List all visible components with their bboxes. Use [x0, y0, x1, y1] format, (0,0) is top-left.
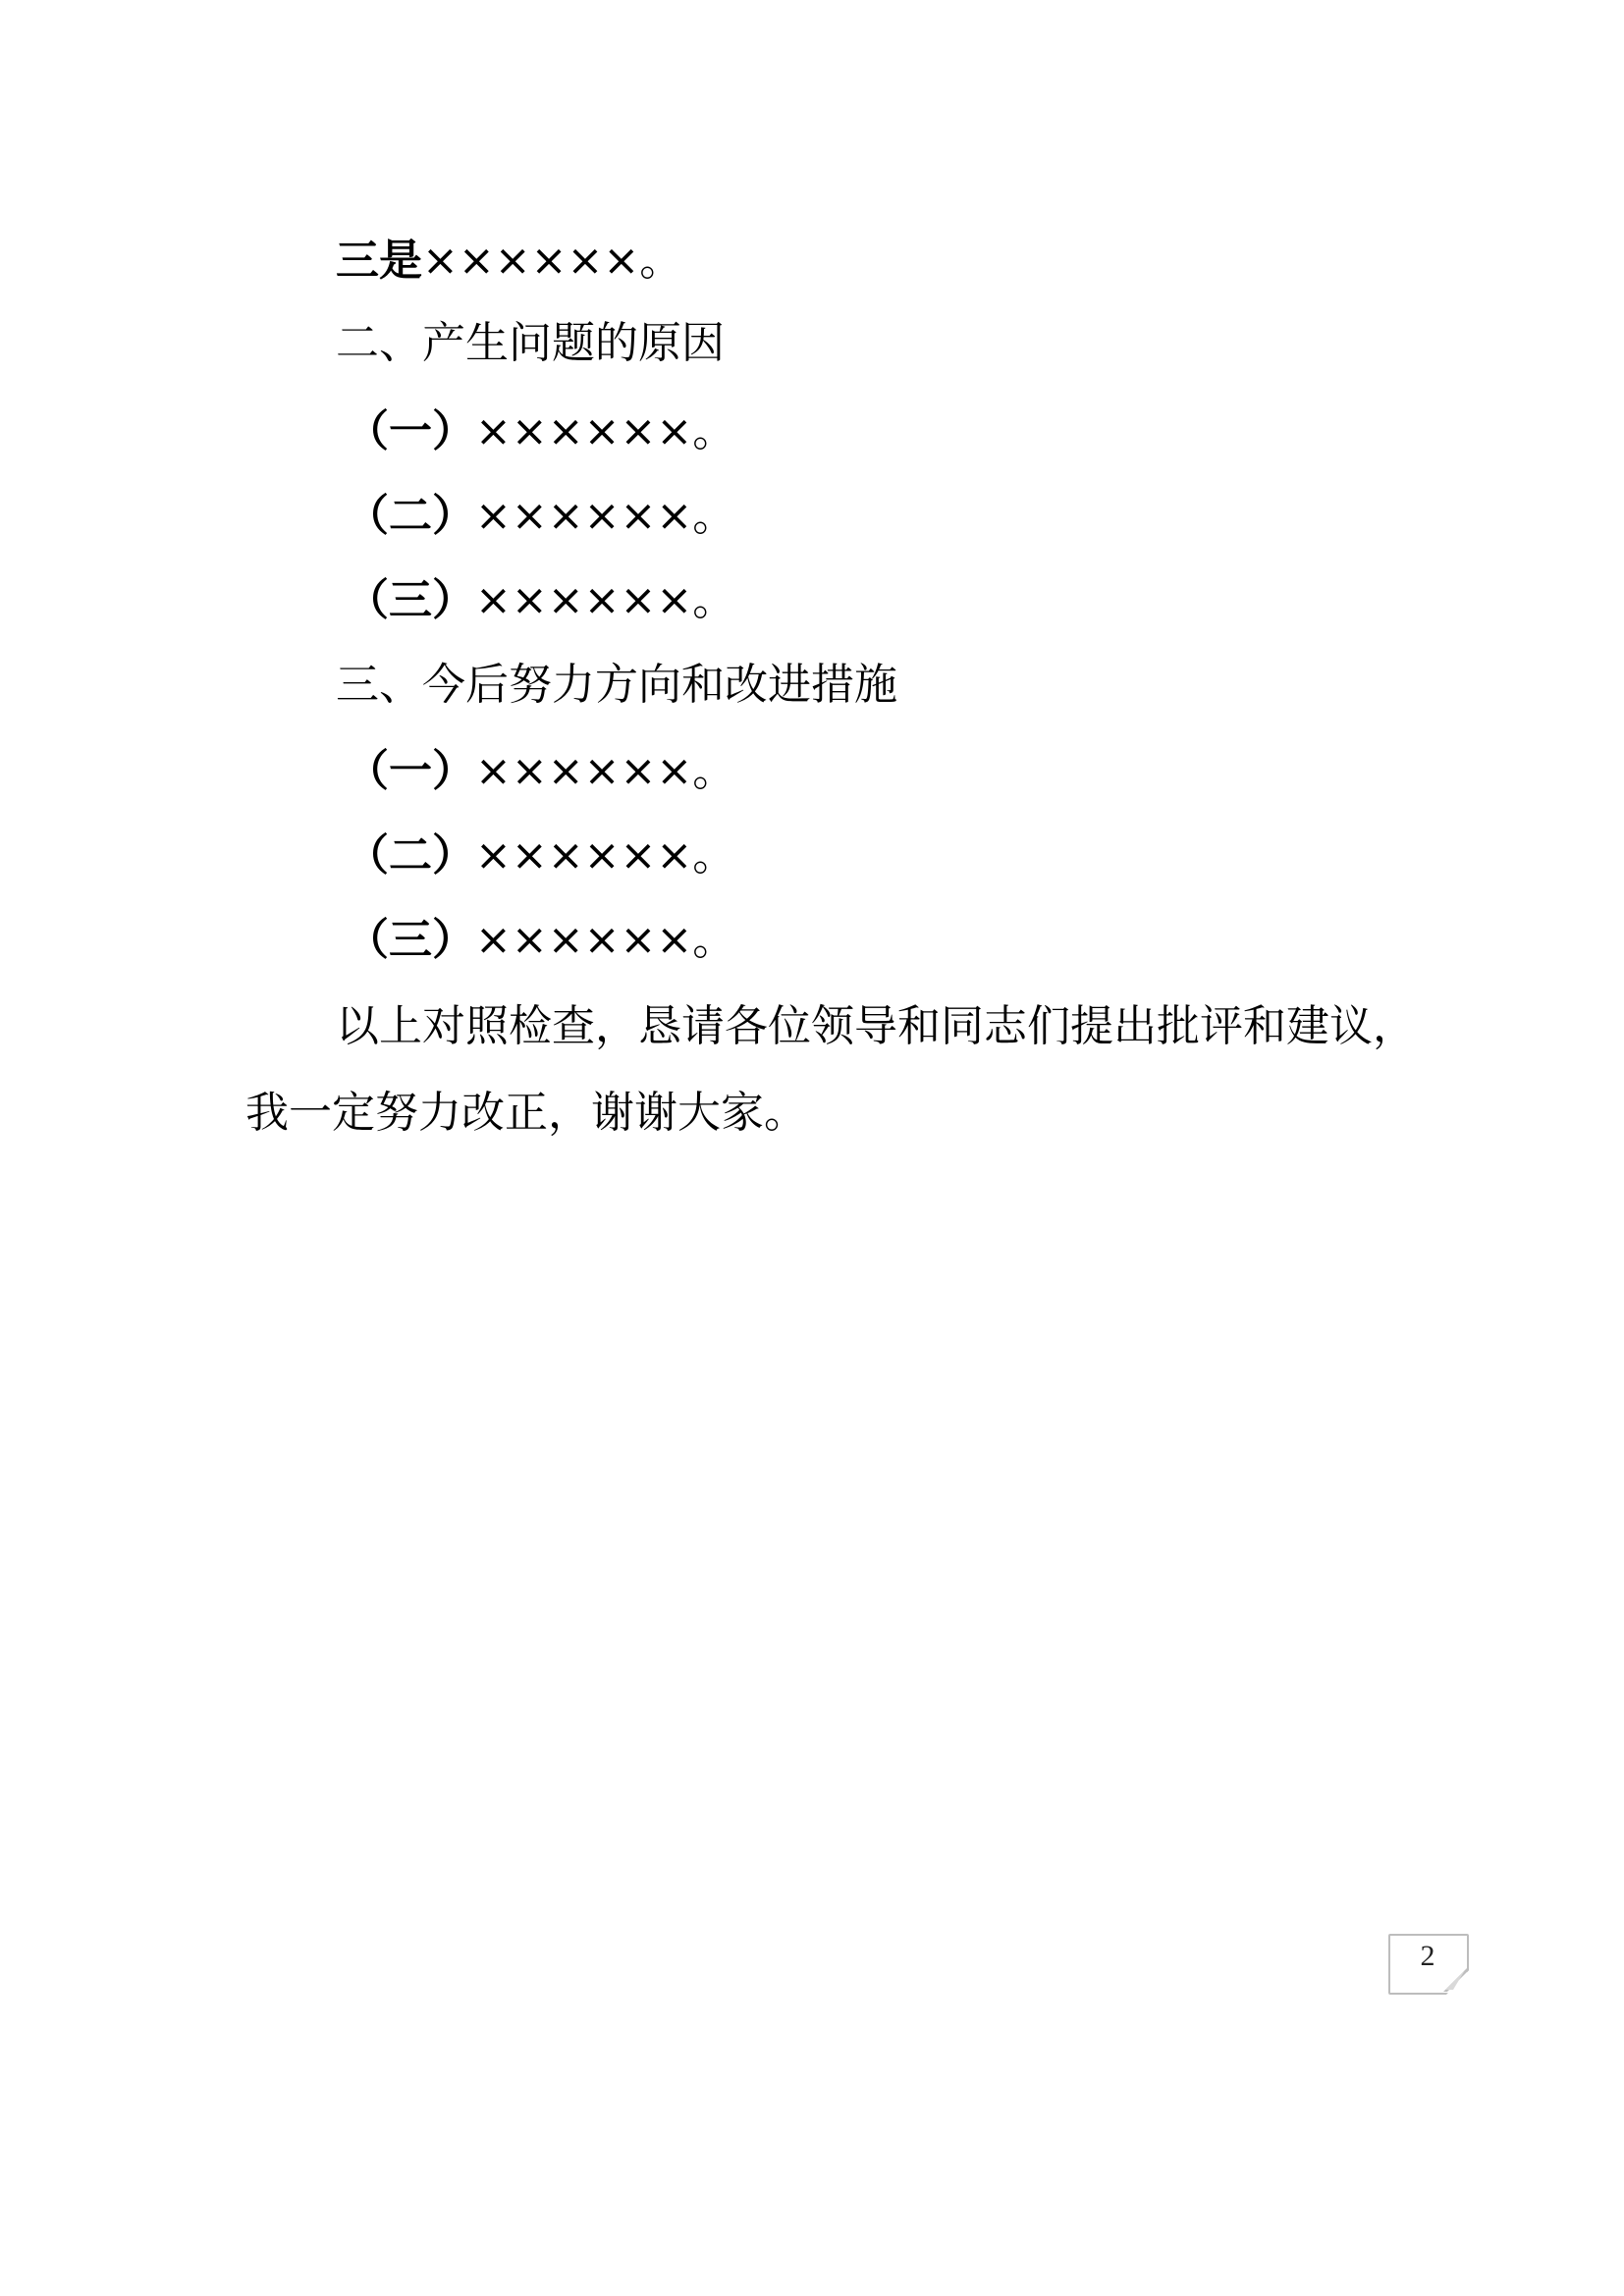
causes-item-1 — [346, 402, 735, 461]
measures-item-2-text: ××××××。 — [475, 830, 736, 881]
section-heading-causes: 二、产生问题的原因 — [336, 318, 725, 368]
measures-item-3 — [346, 911, 735, 970]
causes-item-3-text: ××××××。 — [475, 575, 736, 625]
causes-item-2-text: ××××××。 — [475, 491, 736, 541]
causes-item-1-text: ××××××。 — [475, 406, 736, 456]
causes-item-2-label: （二） — [346, 491, 475, 541]
section-heading-measures: 三、今后努力方向和改进措施 — [336, 660, 897, 710]
measures-item-1-label: （一） — [346, 746, 475, 796]
paragraph-point-three — [336, 232, 682, 291]
page-number: 2 — [1420, 1940, 1435, 1972]
point-three-lead: 三是 — [336, 236, 422, 286]
causes-item-1-label: （一） — [346, 406, 475, 456]
causes-item-2 — [346, 487, 735, 546]
closing-paragraph-line-1: 以上对照检查，恳请各位领导和同志们提出批评和建议， — [336, 1001, 1416, 1051]
measures-item-2-label: （二） — [346, 830, 475, 881]
measures-item-2 — [346, 827, 735, 885]
causes-item-3-label: （三） — [346, 575, 475, 625]
measures-item-3-label: （三） — [346, 915, 475, 965]
point-three-text: ××××××。 — [422, 236, 683, 286]
measures-item-1 — [346, 742, 735, 801]
measures-item-1-text: ××××××。 — [475, 746, 736, 796]
closing-paragraph-line-2: 我一定努力改正，谢谢大家。 — [245, 1088, 807, 1138]
causes-item-3 — [346, 571, 735, 630]
measures-item-3-text: ××××××。 — [475, 915, 736, 965]
